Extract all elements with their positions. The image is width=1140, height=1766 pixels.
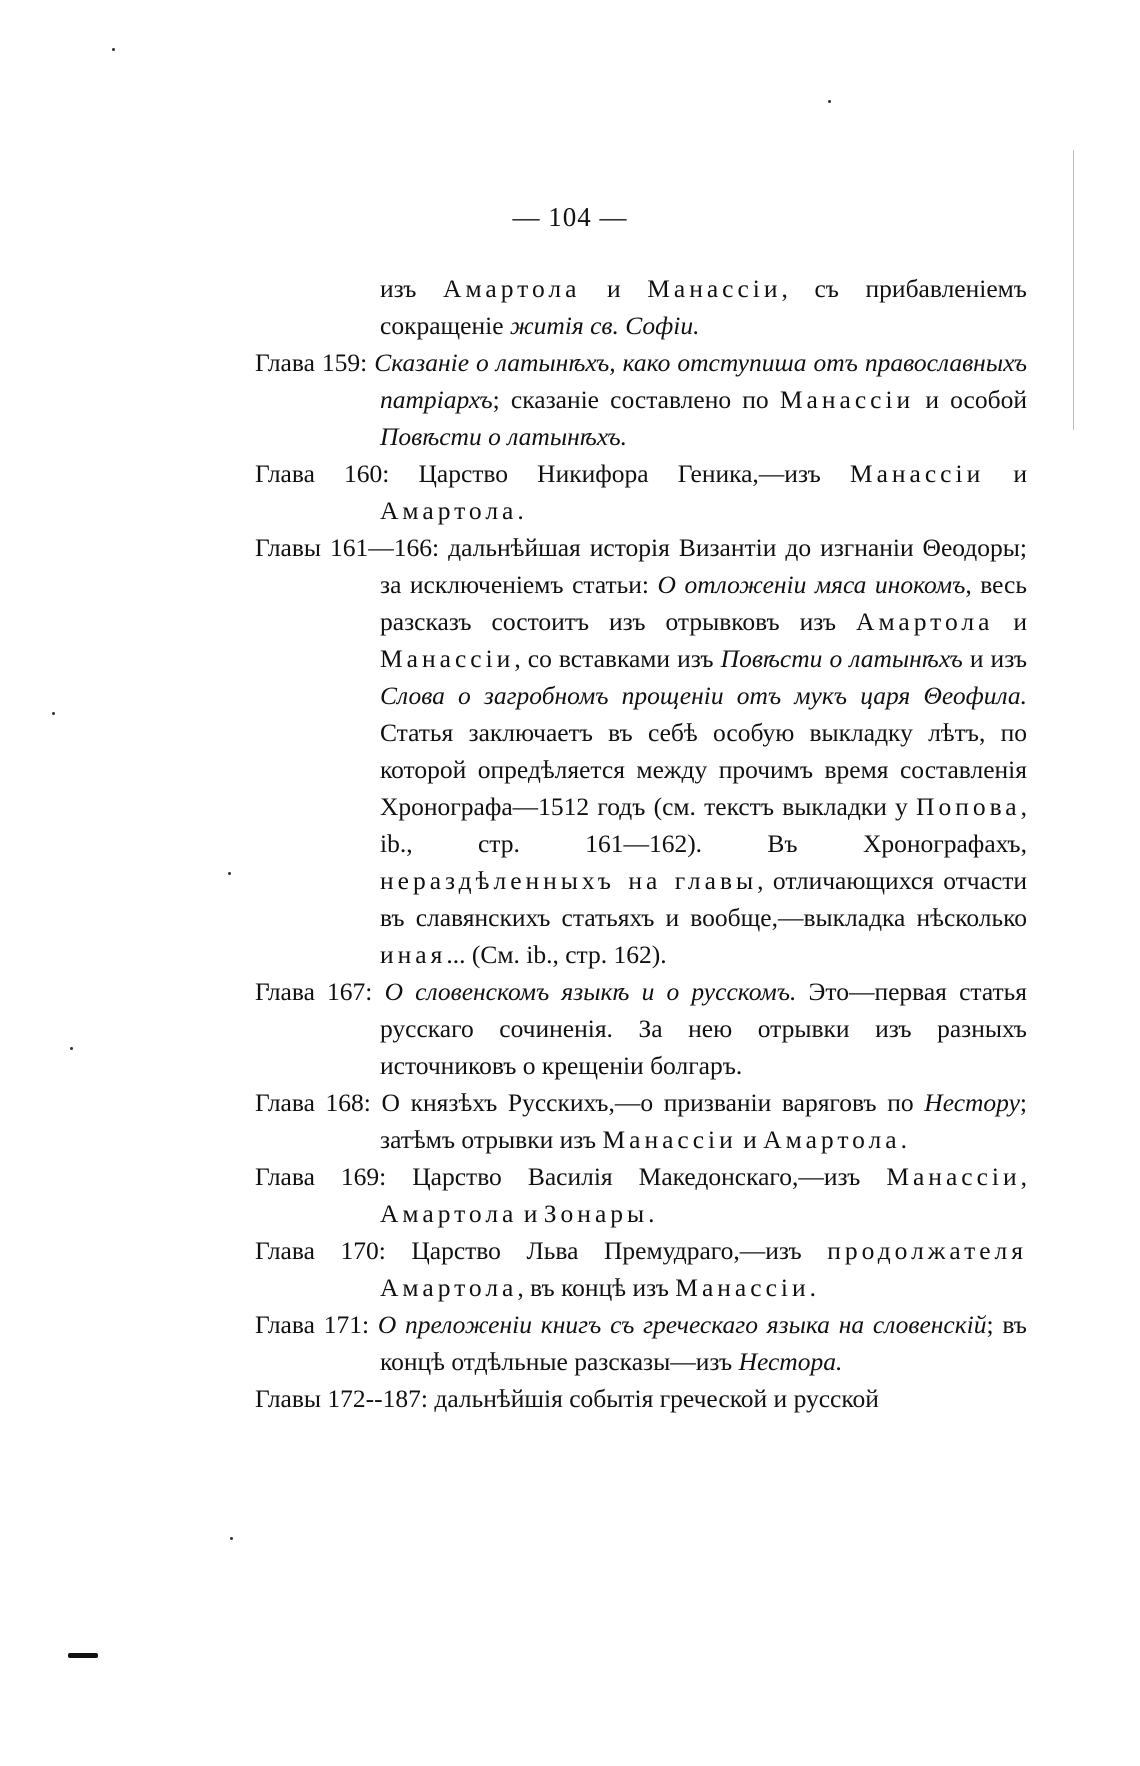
author-name: Манассіи bbox=[602, 1125, 737, 1154]
chapter-label: Глава 168: bbox=[255, 1088, 371, 1117]
title-italic: Сказаніе о латынѣхъ, како отступиша отъ православныхъ патріархъ bbox=[374, 348, 1028, 414]
text-run: изъ bbox=[380, 274, 444, 303]
author-name: Манассіи bbox=[675, 1273, 810, 1302]
scan-speck bbox=[230, 1537, 233, 1540]
chapter-entry-168 bbox=[255, 1084, 1027, 1158]
page-body bbox=[255, 270, 1027, 1417]
text-run: ; затѣмъ отрывки изъ bbox=[380, 1088, 1028, 1154]
author-name: Манассіи bbox=[380, 644, 515, 673]
title-italic: житія св. Софіи. bbox=[509, 311, 700, 340]
author-name: Зонары bbox=[543, 1199, 649, 1228]
chapter-label: Глава 167: bbox=[255, 977, 373, 1006]
author-name: Амартола bbox=[443, 274, 581, 303]
chapter-label: Главы 161—166: bbox=[255, 533, 440, 562]
author-name: Попова bbox=[916, 792, 1021, 821]
text-run: . bbox=[517, 496, 524, 525]
chapter-entry-167 bbox=[255, 973, 1027, 1084]
spaced-emphasis: иная bbox=[380, 940, 447, 969]
scan-speck bbox=[828, 100, 831, 103]
text-run: Царство Льва Премудраго,—изъ bbox=[411, 1236, 828, 1265]
page-number: — 104 — bbox=[512, 202, 628, 232]
text-run: , ib., стр. 161—162). Въ Хронографахъ, bbox=[380, 792, 1027, 858]
text-run: Это—первая статья русскаго сочиненія. За нею отрывки изъ разныхъ источниковъ о крещеніи болгаръ. bbox=[380, 977, 1028, 1080]
chapter-entry-172-187 bbox=[255, 1380, 1027, 1417]
text-run: Царство Никифора Геника,—изъ bbox=[418, 459, 850, 488]
spaced-emphasis: нераздѣленныхъ на главы bbox=[380, 866, 758, 895]
chapter-entry-171 bbox=[255, 1306, 1027, 1380]
chapter-label: Глава 160: bbox=[255, 459, 390, 488]
text-run: О князѣхъ Русскихъ,—о призваніи варяговъ по bbox=[381, 1088, 925, 1117]
author-name: Манассіи bbox=[886, 1162, 1021, 1191]
page-edge-line bbox=[1073, 150, 1074, 430]
title-italic: Нестору bbox=[924, 1088, 1020, 1117]
author-name: Амартола bbox=[856, 607, 994, 636]
text-run: и bbox=[517, 1199, 544, 1228]
chapter-label: Глава 169: bbox=[255, 1162, 387, 1191]
scan-speck bbox=[112, 48, 115, 51]
text-run: и bbox=[736, 1125, 764, 1154]
text-run: , весь разсказъ состоитъ изъ отрывковъ изъ bbox=[380, 570, 1028, 636]
scan-speck bbox=[52, 712, 55, 715]
text-run: Царство Василія Македонскаго,—изъ bbox=[412, 1162, 887, 1191]
author-name: Манассіи bbox=[647, 274, 782, 303]
text-run: , въ концѣ изъ bbox=[517, 1273, 676, 1302]
text-run: ; въ концѣ отдѣльные разсказы—изъ bbox=[380, 1310, 1027, 1376]
author-name: Манассіи bbox=[779, 385, 915, 414]
chapter-label: Глава 171: bbox=[255, 1310, 370, 1339]
text-run: . bbox=[809, 1273, 816, 1302]
title-italic: Повѣсти о латынѣхъ bbox=[720, 644, 963, 673]
title-italic: О словенскомъ языкѣ и о русскомъ. bbox=[384, 977, 797, 1006]
title-italic: О отложеніи мяса инокомъ bbox=[657, 570, 966, 599]
scan-speck bbox=[70, 1047, 73, 1050]
chapter-entry-161-166 bbox=[255, 529, 1027, 973]
text-run: , со вставками изъ bbox=[514, 644, 721, 673]
author-name: Амартола bbox=[380, 496, 518, 525]
chapter-entry-160 bbox=[255, 455, 1027, 529]
scan-dash-mark bbox=[68, 1653, 98, 1658]
text-run: дальнѣйшая исторія Византіи до изгнаніи Θеодоры; за исключеніемъ статьи: bbox=[380, 533, 1028, 599]
text-run: и изъ bbox=[962, 644, 1028, 673]
title-italic: О преложеніи книгъ съ греческаго языка на словенскій bbox=[377, 1310, 987, 1339]
text-run: , отличающихся отчасти въ славянскихъ статьяхъ и вообще,—выкладка нѣсколько bbox=[380, 866, 1028, 932]
text-run: ; сказаніе составлено по bbox=[492, 385, 780, 414]
chapter-label: Глава 159: bbox=[255, 348, 368, 377]
chapter-label: Глава 170: bbox=[255, 1236, 386, 1265]
text-run: и особой bbox=[914, 385, 1027, 414]
paragraph-continuation bbox=[255, 270, 1027, 344]
author-name: Манассіи bbox=[849, 459, 985, 488]
title-italic: Нестора. bbox=[738, 1347, 843, 1376]
author-name: Амартола bbox=[380, 1199, 518, 1228]
chapter-entry-170 bbox=[255, 1232, 1027, 1306]
title-italic: Слова о загробномъ прощеніи отъ мукъ царя Θеофила. bbox=[380, 681, 1027, 710]
author-name: продолжателя Амартола bbox=[380, 1236, 1027, 1302]
text-run: Статья заключаетъ въ себѣ особую выкладку лѣтъ, по которой опредѣляется между прочимъ время составленія Хронографа—1512 годъ (см. текстъ выкладки у bbox=[380, 718, 1027, 821]
title-italic: Повѣсти о латынѣхъ. bbox=[380, 422, 628, 451]
scan-speck bbox=[228, 872, 231, 875]
text-run: дальнѣйшія событія греческой и русской bbox=[434, 1384, 879, 1413]
chapter-entry-169 bbox=[255, 1158, 1027, 1232]
chapter-label: Главы 172--187: bbox=[255, 1384, 428, 1413]
text-run: ... (См. ib., стр. 162). bbox=[446, 940, 667, 969]
text-run: , съ прибавленіемъ сокращеніе bbox=[380, 274, 1027, 340]
text-run: и bbox=[984, 459, 1027, 488]
text-run: . bbox=[900, 1125, 907, 1154]
author-name: Амартола bbox=[763, 1125, 901, 1154]
text-run: , bbox=[1020, 1162, 1028, 1191]
text-run: и bbox=[993, 607, 1027, 636]
text-run: . bbox=[648, 1199, 655, 1228]
chapter-entry-159 bbox=[255, 344, 1027, 455]
text-run: и bbox=[580, 274, 648, 303]
